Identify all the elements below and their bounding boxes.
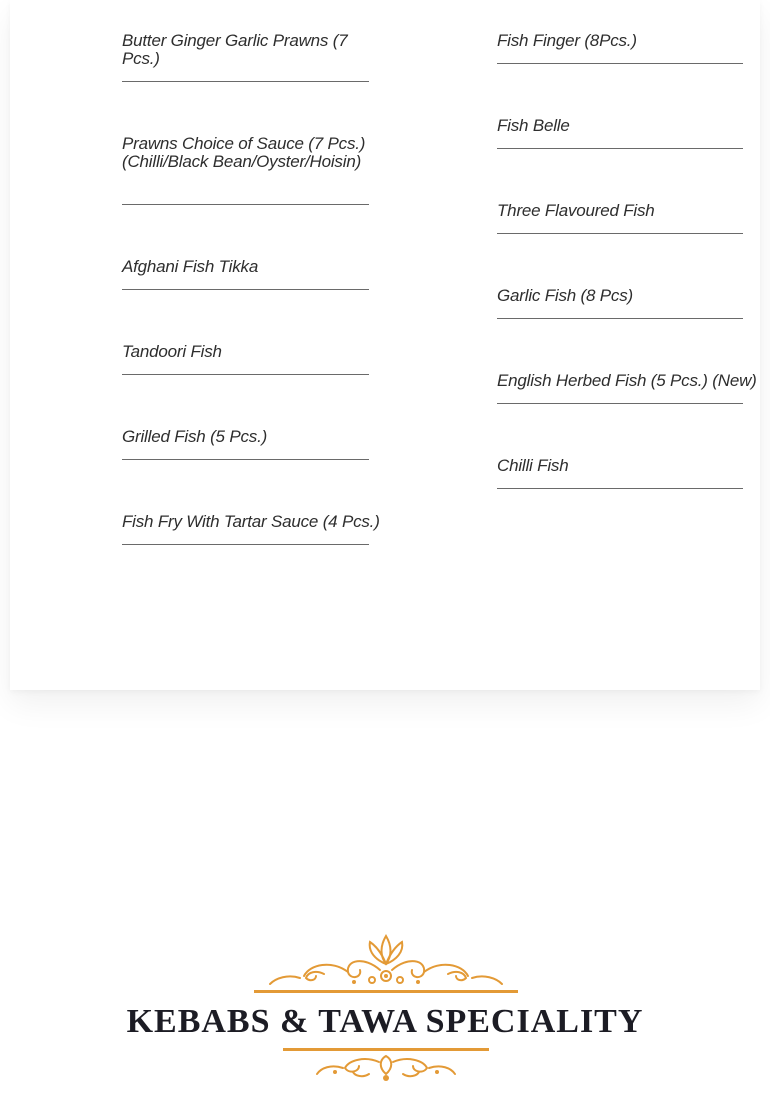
- menu-item-name: Chilli Fish: [497, 456, 569, 475]
- ornament-top-icon: [254, 930, 518, 996]
- ornament-bottom-icon: [283, 1046, 489, 1084]
- menu-item: [497, 457, 743, 489]
- menu-item: [122, 135, 369, 205]
- menu-item: [122, 258, 369, 290]
- menu-item: [497, 371, 757, 404]
- menu-item-name: Fish Fry With Tartar Sauce (4 Pcs.): [122, 512, 380, 531]
- menu-item: [497, 202, 743, 234]
- menu-item-name: English Herbed Fish (5 Pcs.) (New): [497, 371, 757, 390]
- menu-item-name: Three Flavoured Fish: [497, 201, 655, 220]
- menu-card: [10, 0, 760, 690]
- menu-item: [122, 32, 369, 82]
- menu-item-name: Fish Belle: [497, 116, 570, 135]
- menu-item: [122, 428, 369, 460]
- menu-item: [497, 117, 743, 149]
- menu-item-name: Tandoori Fish: [122, 342, 222, 361]
- menu-item-name: Prawns Choice of Sauce (7 Pcs.) (Chilli/Black Bean/Oyster/Hoisin): [122, 134, 366, 171]
- menu-item-name: Afghani Fish Tikka: [122, 257, 259, 276]
- menu-item: [122, 343, 369, 375]
- menu-item-name: Garlic Fish (8 Pcs): [497, 286, 633, 305]
- menu-item-name: Fish Finger (8Pcs.): [497, 31, 637, 50]
- menu-item: [497, 32, 743, 64]
- menu-item: [122, 512, 380, 545]
- menu-item-name: Grilled Fish (5 Pcs.): [122, 427, 268, 446]
- menu-item: [497, 287, 743, 319]
- menu-item-name: Butter Ginger Garlic Prawns (7 Pcs.): [122, 31, 348, 68]
- section-title: KEBABS & TAWA SPECIALITY: [126, 1003, 644, 1040]
